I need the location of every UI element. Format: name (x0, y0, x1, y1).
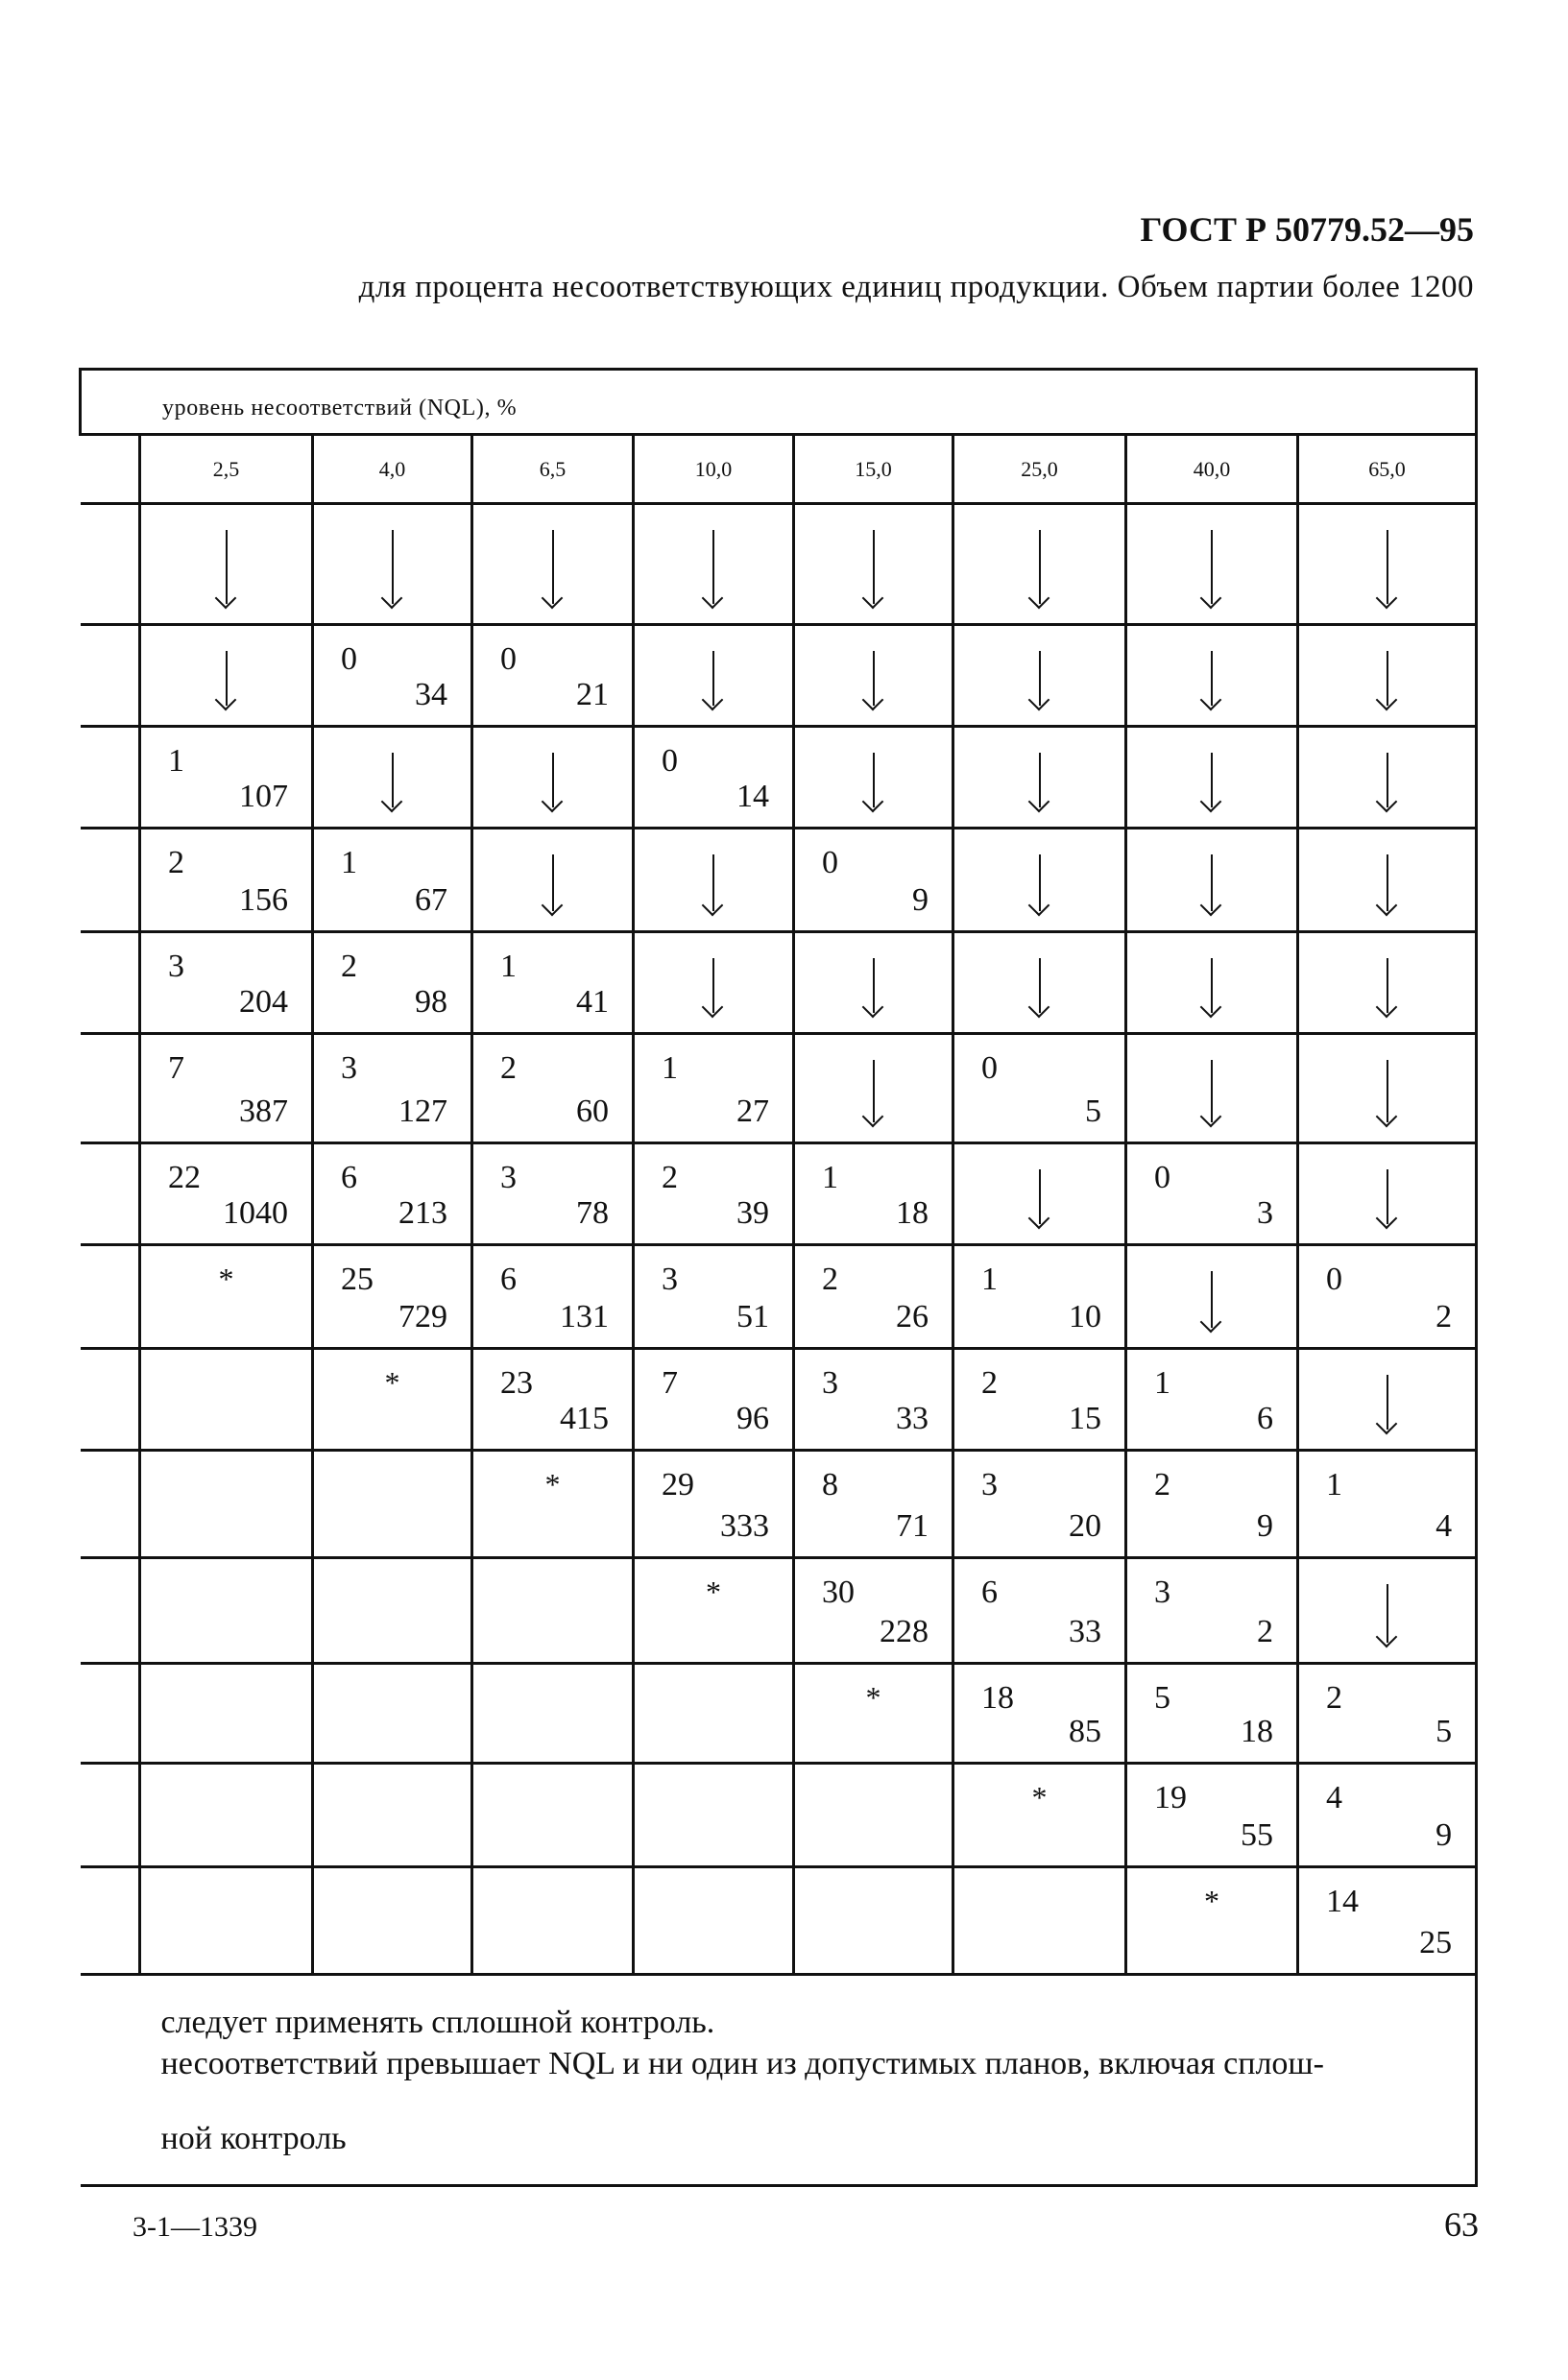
document-number: ГОСТ Р 50779.52—95 (1140, 210, 1474, 249)
acceptance-number: 0 (1326, 1262, 1342, 1297)
sample-size: 107 (239, 779, 288, 814)
level-header: 40,0 (1126, 435, 1298, 504)
plan-cell (634, 829, 794, 932)
plan-cell (140, 932, 313, 1034)
sample-size: 33 (1069, 1614, 1101, 1649)
down-arrow-icon (712, 958, 714, 1013)
footnote-cell (81, 1975, 1477, 2186)
sample-size: 71 (896, 1508, 929, 1544)
sample-size: 9 (1435, 1817, 1453, 1853)
sample-size: 26 (896, 1299, 929, 1334)
down-arrow-icon (1039, 1169, 1041, 1224)
acceptance-number: 4 (1326, 1780, 1342, 1815)
plan-row (81, 1451, 1477, 1558)
plan-cell (313, 727, 472, 829)
down-arrow-icon (392, 753, 394, 807)
plan-cell (634, 1143, 794, 1245)
plan-cell (634, 1451, 794, 1558)
acceptance-number: 1 (168, 743, 184, 779)
plan-cell (1298, 504, 1477, 625)
plan-cell (1126, 1143, 1298, 1245)
stub-cell (81, 625, 140, 727)
acceptance-number: 2 (168, 845, 184, 880)
asterisk-mark: * (384, 1365, 400, 1400)
plan-cell (140, 829, 313, 932)
plan-cell (313, 932, 472, 1034)
acceptance-number: 6 (500, 1262, 517, 1297)
stub-cell (81, 727, 140, 829)
plan-cell (1126, 1664, 1298, 1764)
sample-size: 204 (239, 984, 288, 1020)
plan-cell (472, 504, 634, 625)
plan-row (81, 1349, 1477, 1451)
down-arrow-icon (552, 854, 554, 911)
plan-cell (140, 1245, 313, 1349)
acceptance-number: 1 (1154, 1365, 1170, 1401)
down-arrow-icon (712, 651, 714, 706)
sample-size: 2 (1435, 1299, 1453, 1334)
plan-row (81, 1558, 1477, 1664)
plan-cell (472, 1245, 634, 1349)
sample-size: 387 (239, 1094, 288, 1129)
plan-cell (953, 1349, 1126, 1451)
level-header: 25,0 (953, 435, 1126, 504)
footnote-2: несоответствий превышает NQL и ни один из допустимых планов, включая сплош- (160, 2045, 1324, 2081)
level-title: уровень несоответствий (NQL), % (162, 396, 518, 421)
plan-cell (140, 1664, 313, 1764)
plan-cell (794, 1245, 953, 1349)
plan-cell (472, 1143, 634, 1245)
plan-cell (1126, 932, 1298, 1034)
stub-cell (81, 504, 140, 625)
acceptance-number: 6 (981, 1575, 998, 1610)
plan-row (81, 625, 1477, 727)
plan-cell (313, 1764, 472, 1867)
acceptance-number: 1 (1326, 1467, 1342, 1503)
plan-cell (472, 727, 634, 829)
down-arrow-icon (712, 854, 714, 911)
down-arrow-icon (1387, 1060, 1388, 1122)
down-arrow-icon (1387, 1584, 1388, 1643)
sample-size: 15 (1069, 1401, 1101, 1436)
down-arrow-icon (873, 1060, 875, 1122)
plan-cell (794, 504, 953, 625)
down-arrow-icon (873, 530, 875, 604)
plan-cell (634, 1867, 794, 1975)
down-arrow-icon (1211, 1271, 1213, 1328)
acceptance-number: 22 (168, 1160, 201, 1195)
down-arrow-icon (1039, 958, 1041, 1013)
plan-cell (313, 1034, 472, 1143)
sample-size: 4 (1435, 1508, 1453, 1544)
plan-cell (313, 1143, 472, 1245)
plan-cell (140, 1034, 313, 1143)
plan-cell (794, 932, 953, 1034)
acceptance-number: 8 (822, 1467, 838, 1503)
acceptance-number: 3 (1154, 1575, 1170, 1610)
plan-cell (1298, 625, 1477, 727)
sample-size: 3 (1257, 1195, 1273, 1231)
table-caption: для процента несоответствующих единиц продукции. Объем партии более 1200 (358, 270, 1474, 304)
plan-cell (1126, 1034, 1298, 1143)
down-arrow-icon (1211, 854, 1213, 911)
acceptance-number: 2 (1154, 1467, 1170, 1503)
acceptance-number: 2 (500, 1050, 517, 1086)
down-arrow-icon (1211, 1060, 1213, 1122)
stub-cell (81, 932, 140, 1034)
sample-size: 51 (736, 1299, 769, 1334)
plan-cell (634, 1764, 794, 1867)
level-header: 15,0 (794, 435, 953, 504)
plan-cell (472, 625, 634, 727)
plan-row (81, 727, 1477, 829)
sample-size: 10 (1069, 1299, 1101, 1334)
plan-cell (140, 625, 313, 727)
plan-cell (140, 1143, 313, 1245)
sample-size: 228 (880, 1614, 929, 1649)
plan-cell (313, 1451, 472, 1558)
plan-cell (140, 1349, 313, 1451)
plan-cell (953, 1143, 1126, 1245)
plan-row (81, 1245, 1477, 1349)
stub-cell (81, 1143, 140, 1245)
plan-cell (634, 1558, 794, 1664)
plan-cell (953, 1451, 1126, 1558)
plan-cell (794, 1664, 953, 1764)
down-arrow-icon (1211, 958, 1213, 1013)
acceptance-number: 3 (822, 1365, 838, 1401)
sample-size: 9 (1257, 1508, 1273, 1544)
sample-size: 5 (1085, 1094, 1101, 1129)
acceptance-number: 7 (662, 1365, 678, 1401)
acceptance-number: 1 (662, 1050, 678, 1086)
acceptance-number: 3 (168, 949, 184, 984)
plan-cell (1298, 932, 1477, 1034)
acceptance-number: 6 (341, 1160, 357, 1195)
plan-cell (1126, 1558, 1298, 1664)
acceptance-number: 0 (1154, 1160, 1170, 1195)
acceptance-number: 14 (1326, 1884, 1359, 1919)
plan-cell (794, 1034, 953, 1143)
down-arrow-icon (1039, 753, 1041, 807)
acceptance-number: 1 (500, 949, 517, 984)
down-arrow-icon (1211, 530, 1213, 604)
down-arrow-icon (873, 753, 875, 807)
level-title-cell (81, 370, 1477, 435)
asterisk-mark: * (1204, 1884, 1219, 1918)
sample-size: 14 (736, 779, 769, 814)
sample-size: 156 (239, 882, 288, 918)
plan-row (81, 1867, 1477, 1975)
plan-cell (1298, 1143, 1477, 1245)
plan-row (81, 1764, 1477, 1867)
plan-cell (472, 1867, 634, 1975)
acceptance-number: 2 (1326, 1680, 1342, 1716)
footnote-3: ной контроль (160, 2121, 347, 2156)
stub-cell (81, 1034, 140, 1143)
acceptance-number: 30 (822, 1575, 855, 1610)
sample-size: 18 (896, 1195, 929, 1231)
plan-cell (953, 829, 1126, 932)
plan-cell (794, 1349, 953, 1451)
plan-cell (140, 727, 313, 829)
stub-cell (81, 1558, 140, 1664)
plan-row (81, 829, 1477, 932)
acceptance-number: 2 (981, 1365, 998, 1401)
acceptance-number: 2 (341, 949, 357, 984)
plan-cell (794, 1867, 953, 1975)
page-number: 63 (1444, 2205, 1479, 2244)
plan-cell (1126, 1349, 1298, 1451)
down-arrow-icon (873, 958, 875, 1013)
down-arrow-icon (1211, 651, 1213, 706)
sample-size: 21 (576, 677, 609, 712)
plan-row (81, 1664, 1477, 1764)
sample-size: 34 (415, 677, 447, 712)
plan-cell (1298, 1664, 1477, 1764)
plan-cell (1298, 1245, 1477, 1349)
stub-cell (81, 435, 140, 504)
sample-size: 20 (1069, 1508, 1101, 1544)
plan-cell (794, 1764, 953, 1867)
plan-cell (634, 504, 794, 625)
plan-row (81, 1143, 1477, 1245)
acceptance-number: 2 (662, 1160, 678, 1195)
acceptance-number: 5 (1154, 1680, 1170, 1716)
plan-cell (953, 932, 1126, 1034)
down-arrow-icon (712, 530, 714, 604)
plan-cell (1126, 1867, 1298, 1975)
sample-size: 5 (1435, 1714, 1453, 1749)
stub-cell (81, 1764, 140, 1867)
acceptance-number: 0 (822, 845, 838, 880)
sample-size: 2 (1257, 1614, 1273, 1649)
plan-cell (953, 1245, 1126, 1349)
sample-size: 415 (560, 1401, 609, 1436)
stub-cell (81, 1664, 140, 1764)
sample-size: 98 (415, 984, 447, 1020)
down-arrow-icon (1387, 958, 1388, 1013)
plan-cell (1126, 829, 1298, 932)
acceptance-number: 1 (981, 1262, 998, 1297)
acceptance-number: 19 (1154, 1780, 1187, 1815)
plan-cell (1126, 1764, 1298, 1867)
plan-cell (472, 1664, 634, 1764)
plan-cell (313, 1349, 472, 1451)
plan-cell (634, 625, 794, 727)
plan-cell (794, 625, 953, 727)
plan-cell (1126, 1451, 1298, 1558)
footnote-1: следует применять сплошной контроль. (160, 2005, 715, 2040)
plan-cell (1298, 829, 1477, 932)
down-arrow-icon (1211, 753, 1213, 807)
plan-cell (313, 1558, 472, 1664)
plan-row (81, 1034, 1477, 1143)
asterisk-mark: * (218, 1262, 234, 1296)
plan-cell (140, 504, 313, 625)
down-arrow-icon (1387, 854, 1388, 911)
acceptance-number: 0 (981, 1050, 998, 1086)
plan-row (81, 504, 1477, 625)
plan-cell (472, 1034, 634, 1143)
plan-cell (313, 1664, 472, 1764)
acceptance-number: 1 (341, 845, 357, 880)
sample-size: 55 (1241, 1817, 1273, 1853)
sample-size: 96 (736, 1401, 769, 1436)
stub-cell (81, 829, 140, 932)
sample-size: 1040 (223, 1195, 288, 1231)
down-arrow-icon (392, 530, 394, 604)
sample-size: 78 (576, 1195, 609, 1231)
down-arrow-icon (1387, 530, 1388, 604)
plan-cell (313, 1245, 472, 1349)
sampling-plan-table (79, 368, 1478, 2187)
plan-cell (794, 829, 953, 932)
acceptance-number: 7 (168, 1050, 184, 1086)
plan-cell (472, 1451, 634, 1558)
down-arrow-icon (1387, 1169, 1388, 1224)
plan-cell (953, 1034, 1126, 1143)
plan-cell (634, 1349, 794, 1451)
level-header: 2,5 (140, 435, 313, 504)
down-arrow-icon (1039, 651, 1041, 706)
sample-size: 9 (912, 882, 929, 918)
plan-cell (794, 727, 953, 829)
down-arrow-icon (552, 753, 554, 807)
plan-cell (634, 1664, 794, 1764)
sample-size: 131 (560, 1299, 609, 1334)
plan-cell (953, 1664, 1126, 1764)
down-arrow-icon (1039, 854, 1041, 911)
acceptance-number: 1 (822, 1160, 838, 1195)
asterisk-mark: * (865, 1680, 881, 1715)
plan-cell (1298, 1034, 1477, 1143)
plan-cell (472, 1764, 634, 1867)
stub-cell (81, 1349, 140, 1451)
plan-cell (313, 504, 472, 625)
plan-cell (140, 1558, 313, 1664)
plan-cell (313, 1867, 472, 1975)
plan-cell (1298, 1451, 1477, 1558)
down-arrow-icon (1387, 1375, 1388, 1430)
sample-size: 213 (398, 1195, 447, 1231)
plan-cell (953, 1867, 1126, 1975)
plan-cell (1298, 1558, 1477, 1664)
plan-cell (1298, 1867, 1477, 1975)
plan-cell (634, 1034, 794, 1143)
stub-cell (81, 1245, 140, 1349)
stub-cell (81, 1867, 140, 1975)
plan-cell (953, 504, 1126, 625)
sample-size: 6 (1257, 1401, 1273, 1436)
plan-cell (794, 1143, 953, 1245)
down-arrow-icon (873, 651, 875, 706)
plan-cell (1126, 625, 1298, 727)
plan-cell (1298, 727, 1477, 829)
acceptance-number: 18 (981, 1680, 1014, 1716)
level-header: 65,0 (1298, 435, 1477, 504)
sample-size: 85 (1069, 1714, 1101, 1749)
level-header: 6,5 (472, 435, 634, 504)
sample-size: 127 (398, 1094, 447, 1129)
acceptance-number: 2 (822, 1262, 838, 1297)
plan-cell (1126, 1245, 1298, 1349)
sample-size: 60 (576, 1094, 609, 1129)
down-arrow-icon (1039, 530, 1041, 604)
acceptance-number: 0 (341, 641, 357, 677)
sample-size: 729 (398, 1299, 447, 1334)
plan-cell (634, 932, 794, 1034)
footnotes (81, 1976, 1476, 2160)
acceptance-number: 3 (341, 1050, 357, 1086)
sample-size: 27 (736, 1094, 769, 1129)
level-header: 4,0 (313, 435, 472, 504)
asterisk-mark: * (1031, 1780, 1048, 1815)
acceptance-number: 0 (662, 743, 678, 779)
down-arrow-icon (552, 530, 554, 604)
acceptance-number: 3 (662, 1262, 678, 1297)
plan-cell (472, 1349, 634, 1451)
sample-size: 33 (896, 1401, 929, 1436)
down-arrow-icon (1387, 753, 1388, 807)
sample-size: 25 (1419, 1925, 1453, 1960)
plan-cell (634, 727, 794, 829)
acceptance-number: 29 (662, 1467, 694, 1503)
sample-size: 67 (415, 882, 447, 918)
plan-cell (1126, 504, 1298, 625)
plan-cell (1298, 1349, 1477, 1451)
plan-cell (953, 1558, 1126, 1664)
asterisk-mark: * (544, 1467, 561, 1502)
plan-cell (634, 1245, 794, 1349)
plan-cell (794, 1558, 953, 1664)
plan-cell (953, 727, 1126, 829)
acceptance-number: 3 (500, 1160, 517, 1195)
down-arrow-icon (226, 651, 228, 706)
down-arrow-icon (226, 530, 228, 604)
plan-cell (140, 1451, 313, 1558)
acceptance-number: 0 (500, 641, 517, 677)
acceptance-number: 25 (341, 1262, 374, 1297)
plan-cell (313, 625, 472, 727)
print-code: 3-1—1339 (133, 2211, 257, 2243)
acceptance-number: 3 (981, 1467, 998, 1503)
plan-cell (953, 625, 1126, 727)
asterisk-mark: * (706, 1575, 721, 1609)
sample-size: 39 (736, 1195, 769, 1231)
plan-cell (140, 1764, 313, 1867)
plan-cell (140, 1867, 313, 1975)
plan-cell (472, 1558, 634, 1664)
sample-size: 41 (576, 984, 609, 1020)
level-header: 10,0 (634, 435, 794, 504)
plan-cell (794, 1451, 953, 1558)
plan-cell (472, 932, 634, 1034)
sample-size: 18 (1241, 1714, 1273, 1749)
plan-row (81, 932, 1477, 1034)
plan-cell (1298, 1764, 1477, 1867)
acceptance-number: 23 (500, 1365, 533, 1401)
down-arrow-icon (1387, 651, 1388, 706)
plan-cell (313, 829, 472, 932)
plan-cell (953, 1764, 1126, 1867)
plan-cell (1126, 727, 1298, 829)
sample-size: 333 (720, 1508, 769, 1544)
plan-cell (472, 829, 634, 932)
stub-cell (81, 1451, 140, 1558)
